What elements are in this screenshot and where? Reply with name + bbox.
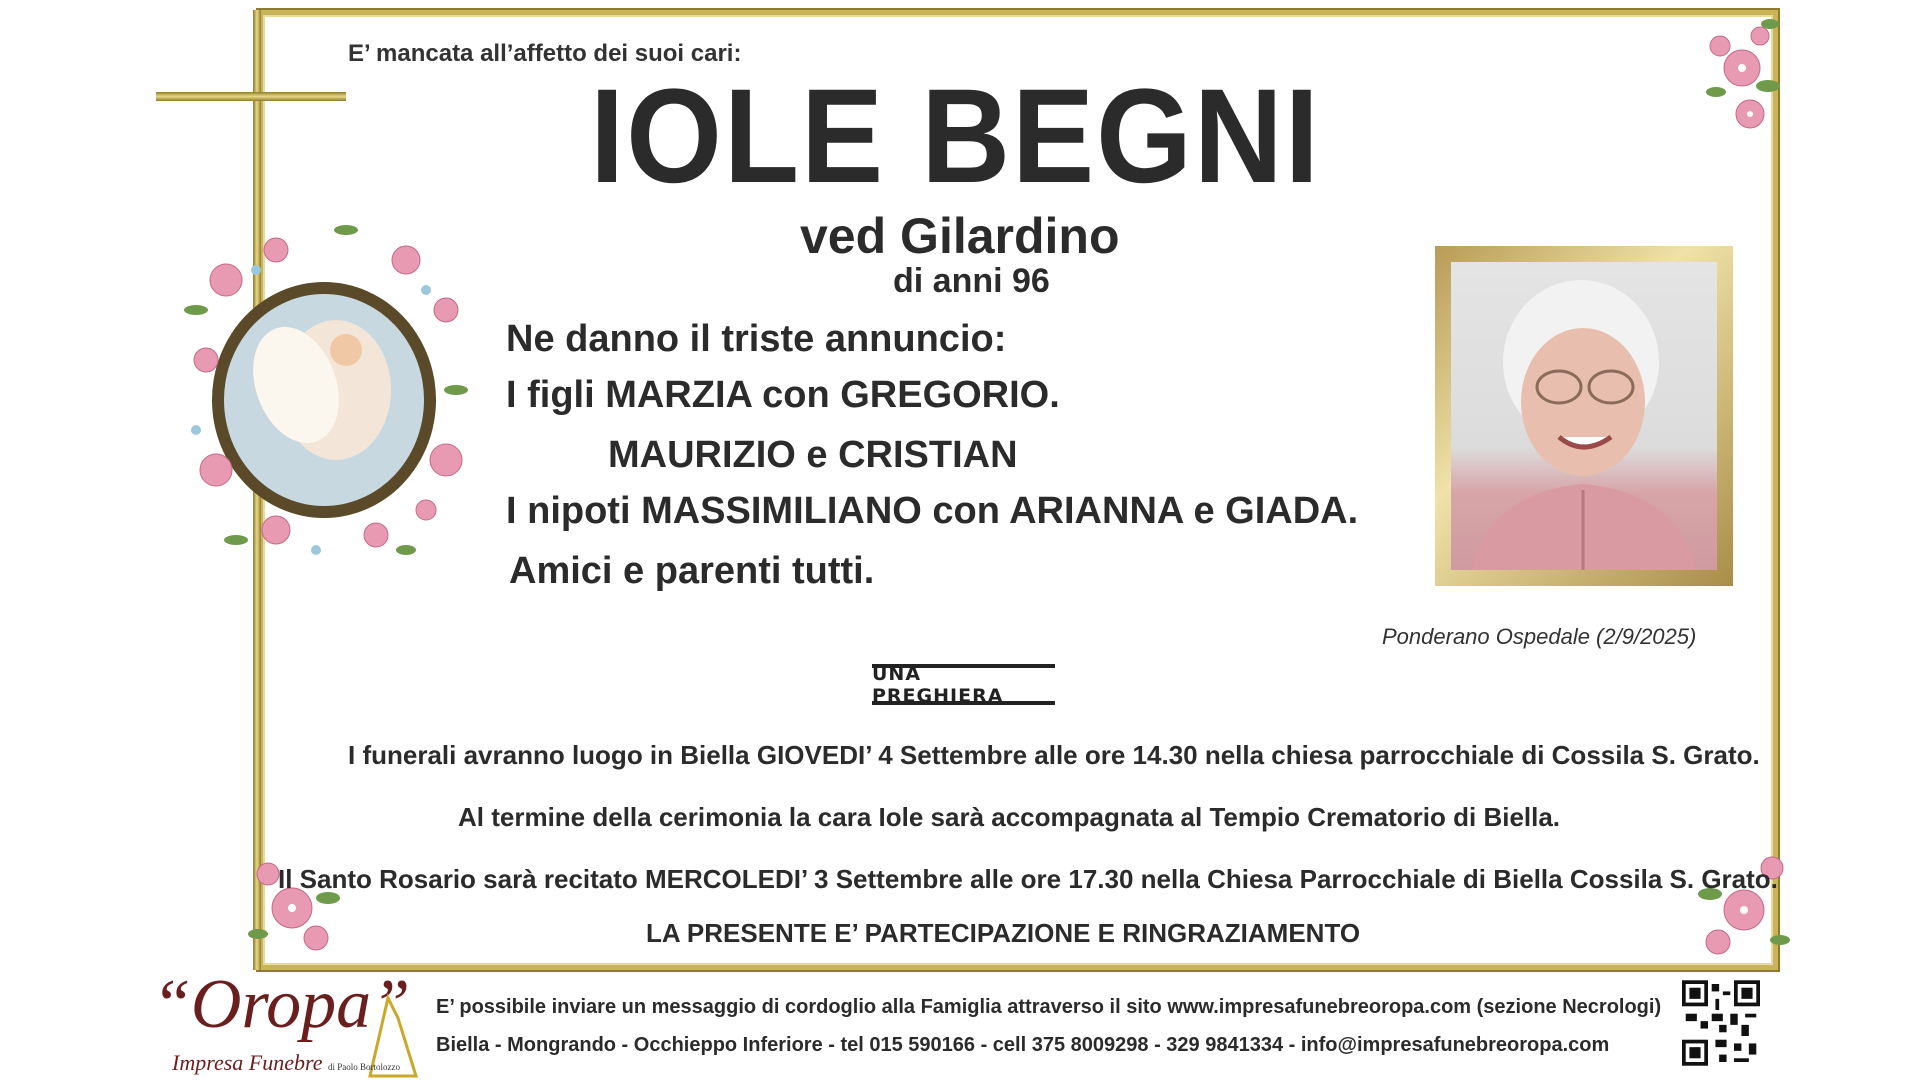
logo-subtitle <box>172 1050 400 1076</box>
cross-bar <box>156 92 346 101</box>
announcement-line: MAURIZIO e CRISTIAN <box>608 434 1018 476</box>
announcement-line: I figli MARZIA con GREGORIO. <box>506 374 1060 416</box>
flower-corner-icon <box>240 838 350 968</box>
funeral-line: I funerali avranno luogo in Biella GIOVEDI’ 4 Settembre alle ore 14.30 nella chiesa parrocchiale di Cossila S. Grato. <box>348 740 1760 770</box>
closing-line: LA PRESENTE E’ PARTECIPAZIONE E RINGRAZIAMENTO <box>646 918 1361 948</box>
portrait-photo <box>1435 246 1733 586</box>
logo-owner: di Paolo Bortolozzo <box>328 1062 400 1072</box>
prayer-button[interactable] <box>872 664 1055 705</box>
intro-text: E’ mancata all’affetto dei suoi cari: <box>348 40 742 67</box>
contact-address: Biella - Mongrando - Occhieppo Inferiore - tel 015 590166 - cell 375 8009298 - 329 9841334 - info@impresafunebreoropa.com <box>436 1034 1610 1056</box>
announcement-line: I nipoti MASSIMILIANO con ARIANNA e GIADA. <box>506 490 1359 532</box>
qr-code-icon[interactable] <box>1682 980 1760 1066</box>
logo-subtitle-text: Impresa Funebre <box>172 1050 323 1075</box>
prayer-label: UNA PREGHIERA <box>872 662 1004 707</box>
funeral-line: Il Santo Rosario sarà recitato MERCOLEDI’ 3 Settembre alle ore 17.30 nella Chiesa Parrocchiale di Biella Cossila S. Grato. <box>278 864 1778 894</box>
widow-of: ved Gilardino <box>800 208 1120 264</box>
place-date: Ponderano Ospedale (2/9/2025) <box>1382 624 1697 649</box>
announcement-heading: Ne danno il triste annuncio: <box>506 318 1007 360</box>
deceased-age: di anni 96 <box>893 262 1050 300</box>
oropa-logo: “Oropa” <box>152 966 411 1043</box>
flower-corner-icon <box>1688 838 1798 968</box>
angel-wreath-icon <box>166 200 481 575</box>
condolence-message: E’ possibile inviare un messaggio di cordoglio alla Famiglia attraverso il sito www.impresafunebreoropa.com (sezione Necrologi) <box>436 996 1662 1018</box>
flower-corner-icon <box>1690 6 1790 146</box>
funeral-line: Al termine della cerimonia la cara Iole sarà accompagnata al Tempio Crematorio di Biella. <box>458 802 1561 832</box>
announcement-line: Amici e parenti tutti. <box>509 550 875 592</box>
deceased-name: IOLE BEGNI <box>590 62 1321 211</box>
